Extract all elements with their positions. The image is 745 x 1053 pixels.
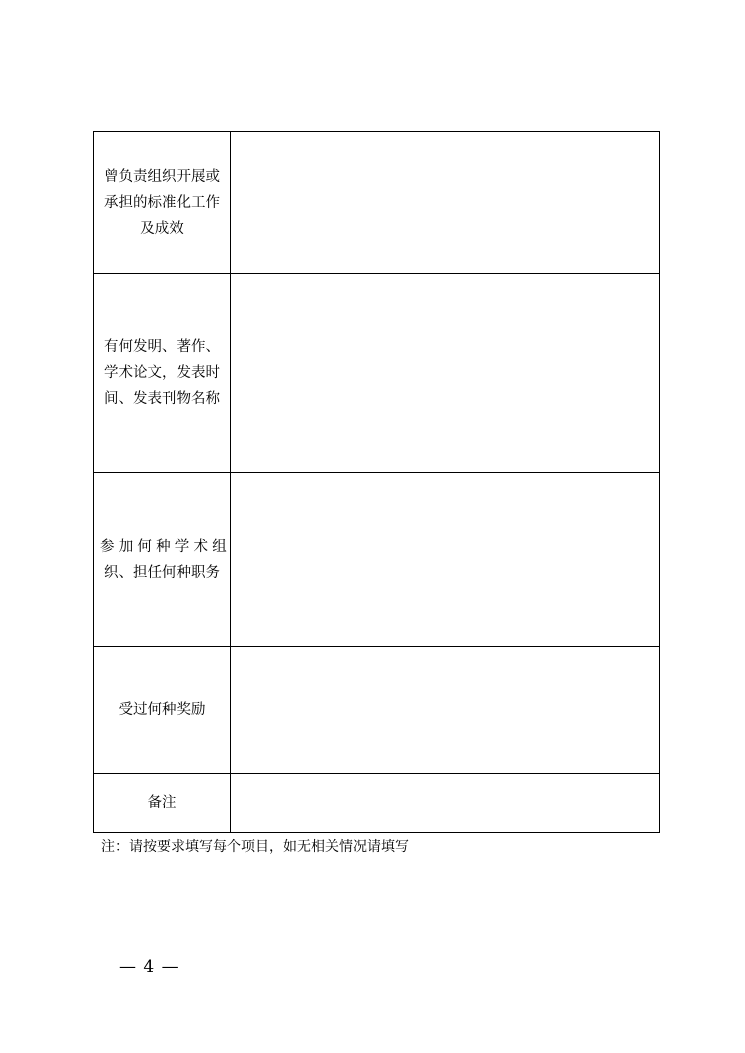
row-label-line: 曾负责组织开展或 bbox=[104, 168, 220, 185]
form-row-academic-organizations bbox=[94, 473, 660, 647]
row-label bbox=[94, 774, 231, 833]
awards-field[interactable] bbox=[231, 647, 660, 774]
form-row-remarks bbox=[94, 774, 660, 833]
standardization-work-field[interactable] bbox=[231, 132, 660, 274]
row-label-line: 学术论文，发表时 bbox=[104, 365, 220, 381]
form-row-awards bbox=[94, 647, 660, 774]
row-label bbox=[94, 274, 231, 473]
page-number: — 4 — bbox=[119, 957, 180, 977]
row-label-line: 承担的标准化工作 bbox=[104, 194, 220, 211]
row-label-line: 间、发表刊物名称 bbox=[104, 391, 220, 407]
row-label bbox=[94, 473, 231, 647]
form-row-inventions-publications bbox=[94, 274, 660, 473]
row-label bbox=[94, 132, 231, 274]
remarks-field[interactable] bbox=[231, 774, 660, 833]
form-row-standardization-work bbox=[94, 132, 660, 274]
row-label-line: 织、担任何种职务 bbox=[104, 564, 220, 581]
row-label-line: 受过何种奖励 bbox=[118, 702, 206, 718]
application-form-table bbox=[93, 131, 660, 833]
row-label bbox=[94, 647, 231, 774]
row-label-line: 参加何种学术组 bbox=[100, 538, 231, 555]
academic-organizations-field[interactable] bbox=[231, 473, 660, 647]
row-label-line: 备注 bbox=[147, 795, 177, 811]
row-label-line: 及成效 bbox=[140, 220, 184, 237]
row-label-line: 有何发明、著作、 bbox=[104, 339, 220, 355]
form-footnote: 注：请按要求填写每个项目，如无相关情况请填写 bbox=[101, 839, 409, 855]
inventions-publications-field[interactable] bbox=[231, 274, 660, 473]
